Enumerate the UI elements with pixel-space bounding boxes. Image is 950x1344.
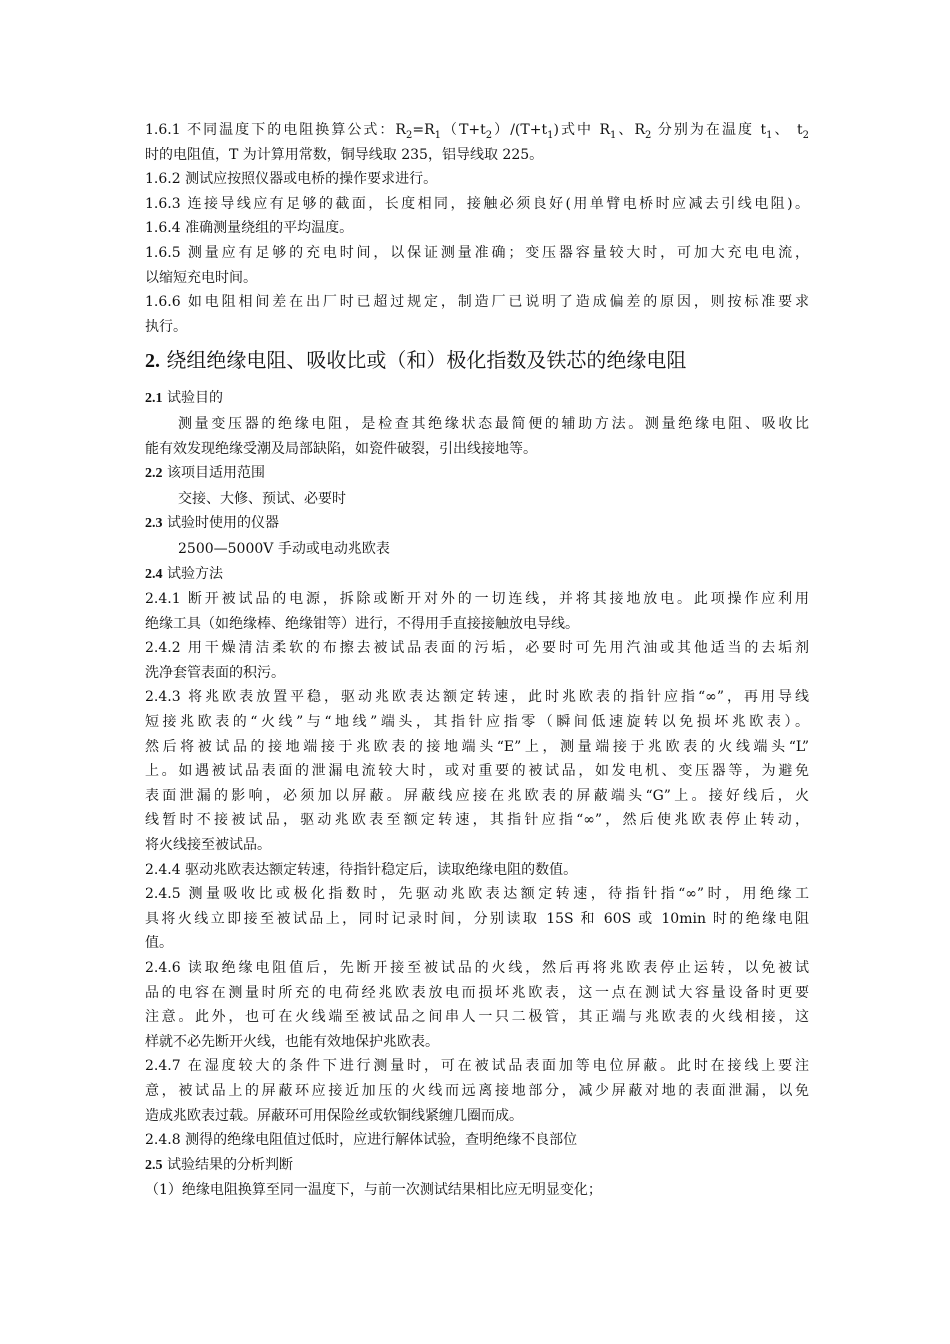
text-line: 2.4.3 将兆欧表放置平稳，驱动兆欧表达额定转速，此时兆欧表的指针应指“∞”，再用导线 [145,689,809,706]
text-line: 2500—5000V 手动或电动兆欧表 [178,540,390,557]
text-line: 2.4.5 测量吸收比或极化指数时，先驱动兆欧表达额定转速，待指针指“∞”时，用绝缘工 [145,886,809,903]
text-line: 2.4.4 驱动兆欧表达额定转速，待指针稳定后，读取绝缘电阻的数值。 [145,861,578,878]
text-line: 2.4.2 用干燥清洁柔软的布擦去被试品表面的污垢，必要时可先用汽油或其他适当的去垢剂 [145,640,809,657]
text-line: 2.4.8 测得的绝缘电阻值过低时，应进行解体试验，查明绝缘不良部位 [145,1132,578,1149]
text-line: 测量变压器的绝缘电阻，是检查其绝缘状态最简便的辅助方法。测量绝缘电阻、吸收比 [178,415,809,432]
text-line: 品的电容在测量时所充的电荷经兆欧表放电而损坏兆欧表，这一点在测试大容量设备时更要 [145,984,809,1001]
text-line: 造成兆欧表过载。屏蔽环可用保险丝或软铜线紧缠几圈而成。 [145,1107,523,1124]
subsection-heading: 2.4 试验方法 [145,565,223,582]
text-line: 然后将被试品的接地端接于兆欧表的接地端头“E”上，测量端接于兆欧表的火线端头“L” [145,738,809,755]
text-line: 2.4.6 读取绝缘电阻值后，先断开接至被试品的火线，然后再将兆欧表停止运转，以免被试 [145,960,809,976]
text-line: 1.6.3 连接导线应有足够的截面，长度相同，接触必须良好(用单臂电桥时应减去引线电阻)。 [145,195,809,212]
text-line: 2.4.7 在湿度较大的条件下进行测量时，可在被试品表面加等电位屏蔽。此时在接线上要注 [145,1058,809,1075]
document-page [145,118,809,1203]
text-line: 1.6.4 准确测量绕组的平均温度。 [145,220,354,237]
text-line: 上。如遇被试品表面的泄漏电流较大时，或对重要的被试品，如发电机、变压器等，为避免 [145,763,809,780]
text-line: 绝缘工具（如绝缘棒、绝缘钳等）进行，不得用手直接接触放电导线。 [145,615,579,632]
subsection-heading: 2.1 试验目的 [145,390,223,407]
text-line: 意，被试品上的屏蔽环应接近加压的火线而远离接地部分，减少屏蔽对地的表面泄漏，以免 [145,1082,809,1099]
text-line: 表面泄漏的影响，必须加以屏蔽。屏蔽线应接在兆欧表的屏蔽端头“G”上。接好线后，火 [145,787,809,804]
section-heading: 2. 绕组绝缘电阻、吸收比或（和）极化指数及铁芯的绝缘电阻 [145,348,687,373]
text-line: 1.6.2 测试应按照仪器或电桥的操作要求进行。 [145,171,438,188]
subsection-heading: 2.3 试验时使用的仪器 [145,515,279,532]
subsection-heading: 2.5 试验结果的分析判断 [145,1156,293,1173]
subsection-heading: 2.2 该项目适用范围 [145,465,265,482]
text-line: 执行。 [145,318,187,335]
text-line: （1）绝缘电阻换算至同一温度下，与前一次测试结果相比应无明显变化； [145,1182,602,1199]
text-line: 1.6.5 测量应有足够的充电时间，以保证测量准确；变压器容量较大时，可加大充电电流， [145,244,809,261]
text-line: 将火线接至被试品。 [145,837,271,854]
text-line: 短接兆欧表的“火线”与“地线”端头，其指针应指零（瞬间低速旋转以免损坏兆欧表）。 [145,714,809,731]
text-line: 交接、大修、预试、必要时 [178,490,346,507]
text-line: 样就不必先断开火线，也能有效地保护兆欧表。 [145,1033,439,1050]
text-line: 以缩短充电时间。 [145,269,257,286]
text-line: 注意。此外，也可在火线端至被试品之间串人一只二极管，其正端与兆欧表的火线相接，这 [145,1009,809,1026]
text-line: 1.6.6 如电阻相间差在出厂时已超过规定，制造厂已说明了造成偏差的原因，则按标准要求 [145,294,809,311]
text-line: 洗净套管表面的积污。 [145,664,285,681]
formula-line: 1.6.1 不同温度下的电阻换算公式：$R_2=R_1(T+t_2)/(T+t_1)$式中 $R_1$、$R_2$ 分别为在温度 $t_1$、 $t_2$ [145,122,809,141]
text-line: 值。 [145,935,173,952]
text-line: 具将火线立即接至被试品上，同时记录时间，分别读取 15S 和 60S 或 10min 时的绝缘电阻 [145,910,809,927]
text-line: 线暂时不接被试品，驱动兆欧表至额定转速，其指针应指“∞”，然后使兆欧表停止转动， [145,812,809,829]
text-line: 能有效发现绝缘受潮及局部缺陷，如瓷件破裂，引出线接地等。 [145,440,537,457]
text-line: 时的电阻值，T 为计算用常数，铜导线取 235，铝导线取 225。 [145,146,544,163]
text-line: 2.4.1 断开被试品的电源，拆除或断开对外的一切连线，并将其接地放电。此项操作应利用 [145,591,809,608]
